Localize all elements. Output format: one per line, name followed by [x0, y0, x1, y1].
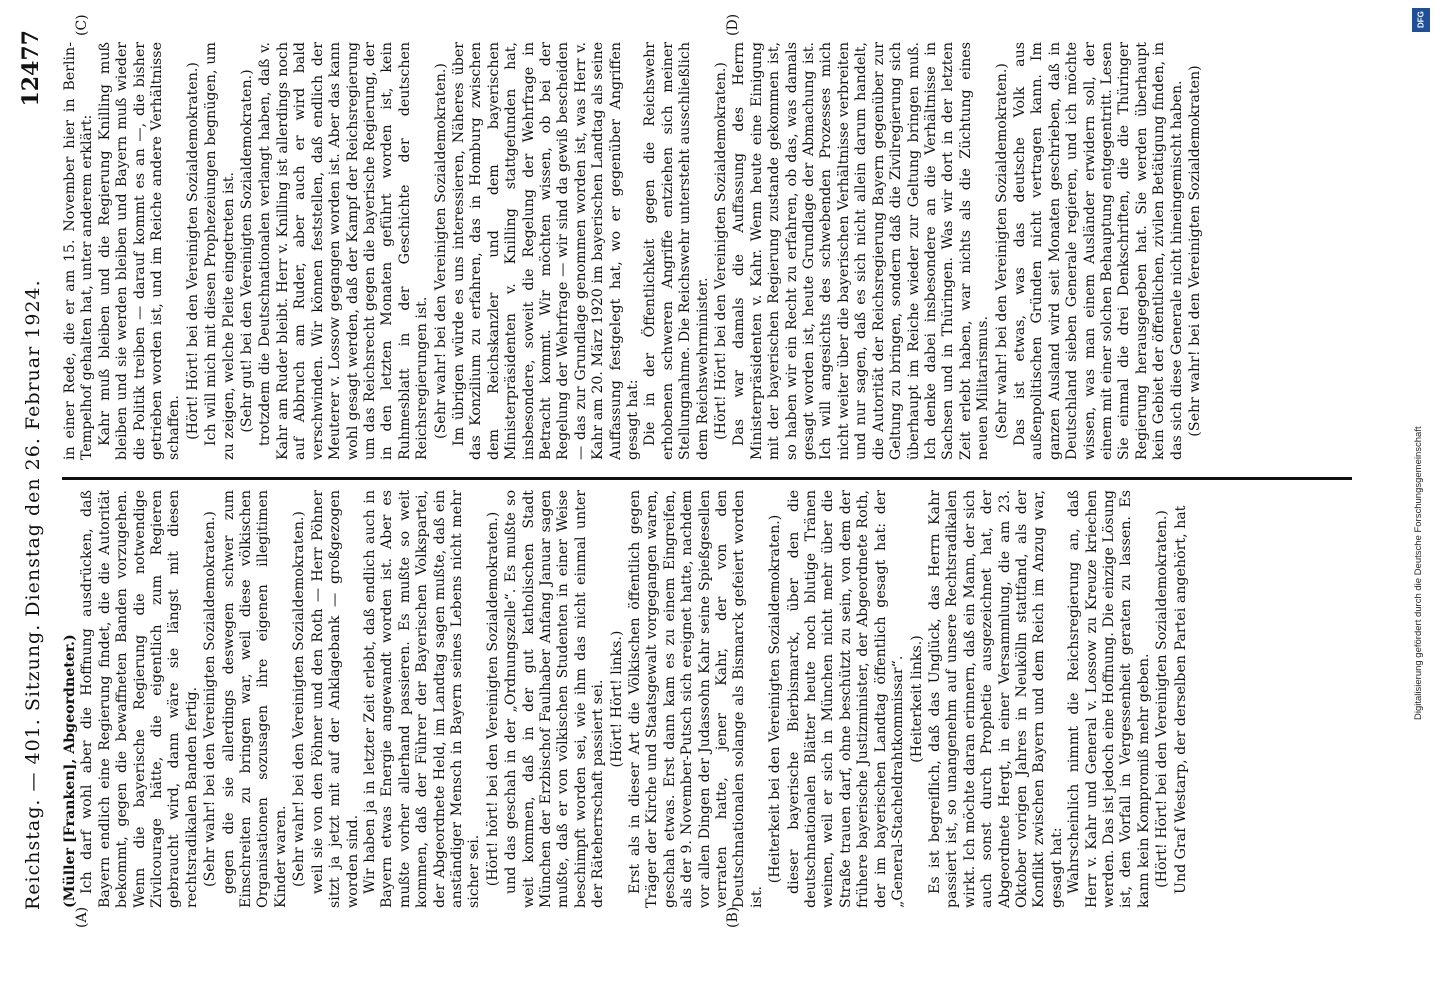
paragraph: Kahr muß bleiben und die Regierung Knilling muß bleiben und sie werden bleiben und Bayern muß wieder die Politik treiben — darauf kommt es an —, die bisher getrieben worden ist, und im Reiche andere Verhältnisse schaffen.	[96, 42, 183, 460]
paragraph: Und Graf Westarp, der derselben Partei angehört, hat	[1172, 505, 1189, 894]
paragraph: Erst als in dieser Art die Völkischen öffentlich gegen Träger der Kirche und Staatsgewalt vorgegangen waren, geschah etwas. Erst dann kam es zu einem Eingreifen, als der 9. November-Putsch sich ereignet hatte, nachdem vor allen Dingen der Judassohn Kahr seine Spießgesellen verraten hatte, jener Kahr, der von den Deutschnationalen solange als Bismarck gefeiert worden ist.	[627, 490, 765, 908]
margin-marker-c: (C)	[74, 14, 90, 36]
paragraph: weil sie von den Pöhner und den Roth — Herr Pöhner sitzt ja jetzt mit auf der Anklagebank — großgezogen worden sind.	[309, 490, 361, 908]
interjection: (Sehr wahr! bei den Vereinigten Sozialdemokraten.)	[432, 63, 449, 439]
paragraph: Es ist begreiflich, daß das Unglück, das Herrn Kahr passiert ist, so unangenehm auf unsere Rechtsradikalen wirkt. Ich möchte daran erinnern, daß ein Mann, der sich auch sonst durch Prophetie ausgezeichnet hat, der Abgeordnete Hergt, in einer Versammlung, die am 23. Oktober vorigen Jahres in Neukölln stattfand, als der Konflikt zwischen Bayern und dem Reich im Anzug war, gesagt hat:	[926, 490, 1065, 908]
paragraph: und das geschah in der „Ordnungszelle“. Es mußte so weit kommen, daß in der gut katholischen Stadt München der Erzbischof Faulhaber Anfang Januar sagen mußte, daß er von völkischen Studenten in einer Weise beschimpft worden sei, wie ihm das nicht einmal unter der Räteherrschaft passiert sei.	[503, 490, 607, 908]
right-column	[62, 42, 1362, 460]
interjection: (Heiterkeit bei den Vereinigten Sozialdemokraten.)	[767, 514, 784, 884]
running-title: Reichstag. — 401. Sitzung. Dienstag den 26. Februar 1924.	[22, 279, 44, 910]
interjection: (Sehr gut! bei den Vereinigten Sozialdemokraten.)	[239, 69, 256, 433]
paragraph: Das war damals die Auffassung des Herrn Ministerpräsidenten v. Kahr. Wenn heute eine Einigung mit der bayerischen Regierung zustande gekommen ist, so haben wir ein Recht zu erfahren, ob das, was damals gesagt worden ist, heute Grundlage der Abmachung ist. Ich will angesichts des schwebenden Prozesses mich nicht weiter über die bayerischen Verhältnisse verbreiten und nur sagen, daß es sich nicht allein darum handelt, die Autorität der Reichsregierung Bayern gegenüber zur Geltung zu bringen, sondern daß die Zivilregierung sich überhaupt im Reiche wieder zur Geltung bringen muß. Ich denke dabei insbesondere an die Verhältnisse in Sachsen und in Thüringen. Was wir dort in der letzten Zeit erlebt haben, war nichts als die Züchtung eines neuen Militarismus.	[731, 42, 992, 460]
left-column	[62, 490, 1362, 908]
paragraph: gegen die sie allerdings deswegen schwer zum Einschreiten zu bringen war, weil diese völkischen Organisationen sozusagen ihre eigenen illegitimen Kinder waren.	[220, 490, 289, 908]
interjection: (Sehr wahr! bei den Vereinigten Sozialdemokraten.)	[993, 63, 1010, 439]
paragraph: Wahrscheinlich nimmt die Reichsregierung an, daß Herr v. Kahr und General v. Lossow zu Kreuze kriechen werden. Das ist jedoch eine Hoffnung. Die einzige Lösung ist, den Vorfall in Vergessenheit geraten zu lassen. Es kann kein Kompromiß mehr geben.	[1066, 490, 1152, 908]
speaker-line: (Müller [Franken], Abgeordneter.)	[62, 634, 78, 908]
paragraph: Das ist etwas, was das deutsche Volk aus außenpolitischen Gründen nicht vertragen kann. Im ganzen Ausland wird seit Monaten geschrieben, daß in Deutschland sieben Generale regieren, und ich möchte wissen, was man einem Ausländer erwidern soll, der einem mit einer solchen Behauptung entgegentritt. Lesen Sie einmal die drei Denkschriften, die die Thüringer Regierung herausgegeben hat. Sie werden überhaupt kein Gebiet der öffentlichen, zivilen Betätigung finden, in das sich diese Generale nicht hineingemischt haben.	[1011, 42, 1185, 460]
margin-marker-d: (D)	[725, 13, 741, 36]
column-divider	[62, 477, 1352, 480]
margin-marker-b: (B)	[725, 906, 741, 928]
paragraph: trotzdem die Deutschnationalen verlangt haben, daß v. Kahr am Ruder bleibt. Herr v. Knilling ist allerdings noch auf Abbruch am Ruder, aber auch er wird bald verschwinden. Wir können feststellen, daß endlich der Meuterer v. Lossow gegangen worden ist. Aber das kann wohl gesagt werden, daß der Kampf der Reichsregierung um das Reichsrecht gegen die bayerische Regierung, der in den letzten Monaten geführt worden ist, kein Ruhmesblatt in der Geschichte der deutschen Reichsregierungen ist.	[257, 42, 431, 460]
paragraph: Die in der Öffentlichkeit gegen die Reichswehr erhobenen schweren Angriffe entziehen sich meiner Stellungnahme. Die Reichswehr untersteht ausschließlich dem Reichswehrminister.	[642, 42, 711, 460]
dfg-logo: DFG	[1412, 8, 1430, 32]
interjection: (Hört! hört! bei den Vereinigten Sozialdemokraten.)	[484, 511, 501, 887]
interjection: (Hört! Hört! bei den Vereinigten Sozialdemokraten.)	[1154, 510, 1171, 888]
paragraph: Ich will mich mit diesen Prophezeiungen begnügen, um zu zeigen, welche Pleite eingetreten ist.	[203, 42, 237, 460]
digitization-credit-text: Digitalisierung gefördert durch die Deutsche Forschungsgemeinschaft	[1413, 426, 1424, 720]
interjection: (Heiterkeit links.)	[908, 635, 925, 763]
page-header	[18, 30, 58, 910]
interjection: (Hört! Hört! links.)	[608, 630, 625, 768]
paragraph: Im übrigen würde es uns interessieren, Näheres über das Konzilium zu erfahren, das in Homburg zwischen dem Reichskanzler und dem bayerischen Ministerpräsidenten v. Knilling stattgefunden hat, insbesondere, soweit die Regelung der Wehrfrage in Betracht kommt. Wir möchten wissen, ob bei der Regelung der Wehrfrage — wir sind da gewiß bescheiden — das zur Grundlage genommen worden ist, was Herr v. Kahr am 20. März 1920 im bayerischen Landtag als seine Auffassung festgelegt hat, wo er gegenüber Angriffen gesagt hat:	[450, 42, 641, 460]
interjection: (Hört! Hört! bei den Vereinigten Sozialdemokraten.)	[184, 62, 201, 440]
interjection: (Sehr wahr! bei den Vereinigten Sozialdemokraten)	[1187, 65, 1203, 437]
interjection: (Hört! Hört! bei den Vereinigten Sozialdemokraten.)	[713, 62, 730, 440]
page-number: 12477	[18, 30, 44, 107]
paragraph: Wir haben ja in letzter Zeit erlebt, daß endlich auch in Bayern etwas Energie angewandt worden ist. Aber es mußte vorher allerhand passieren. Es mußte so weit kommen, daß der Führer der Bayerischen Volkspartei, der Abgeordnete Held, im Landtag sagen mußte, daß ein anständiger Mensch in Bayern seines Lebens nicht mehr sicher sei.	[361, 490, 483, 908]
paragraph: Ich darf wohl aber die Hoffnung ausdrücken, daß Bayern endlich eine Regierung findet, die die Autorität bekommt, gegen die bewaffneten Banden vorzugehen. Wenn die bayerische Regierung die notwendige Zivilcourage hätte, die eigentlich zum Regieren gebraucht wird, dann wäre sie längst mit diesen rechtsradikalen Banden fertig.	[79, 490, 200, 908]
paragraph: in einer Rede, die er am 15. November hier in Berlin-Tempelhof gehalten hat, unter anderem erklärt:	[62, 42, 96, 460]
interjection: (Sehr wahr! bei den Vereinigten Sozialdemokraten.)	[202, 511, 219, 887]
interjection: (Sehr wahr! bei den Vereinigten Sozialdemokraten.)	[291, 511, 308, 887]
paragraph: dieser bayerische Bierbismarck, über den die deutschnationalen Blätter heute noch blutige Tränen weinen, weil er sich in München nicht mehr über die Straße trauen darf, ohne beschützt zu sein, von dem der frühere bayerische Justizminister, der Abgeordnete Roth, der im bayerischen Landtag öffentlich gesagt hat: der „General-Stacheldrahtkommissar“.	[785, 490, 907, 908]
margin-marker-a: (A)	[74, 906, 90, 928]
